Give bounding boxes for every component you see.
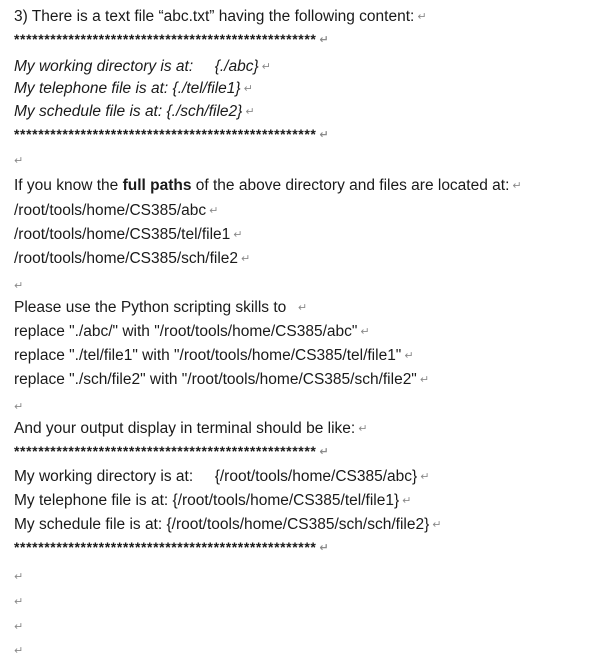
content-line: My telephone file is at: {./tel/file1} ↵: [14, 80, 253, 97]
content-line: My schedule file is at: {./sch/file2} ↵: [14, 103, 255, 120]
output-line: My schedule file is at: {/root/tools/home/CS385/sch/sch/file2} ↵: [14, 516, 442, 533]
full-paths-sentence: If you know the full paths of the above directory and files are located at: ↵: [14, 177, 522, 194]
empty-paragraph: ↵: [14, 596, 24, 608]
empty-paragraph: ↵: [14, 621, 24, 633]
output-intro: And your output display in terminal should be like: ↵: [14, 420, 368, 437]
path-line: /root/tools/home/CS385/sch/file2 ↵: [14, 250, 251, 267]
path-line: /root/tools/home/CS385/tel/file1 ↵: [14, 226, 243, 243]
star-separator: ************************************************** ↵: [14, 443, 330, 459]
star-separator: ************************************************** ↵: [14, 539, 330, 555]
star-separator: ************************************************** ↵: [14, 126, 330, 142]
empty-paragraph: ↵: [14, 280, 24, 292]
instruction-line: Please use the Python scripting skills to ↵: [14, 299, 308, 316]
output-line: My telephone file is at: {/root/tools/home/CS385/tel/file1} ↵: [14, 492, 412, 509]
question-title: 3) There is a text file “abc.txt” having the following content: ↵: [14, 8, 427, 25]
star-separator: ************************************************** ↵: [14, 31, 330, 47]
content-line: My working directory is at: {./abc} ↵: [14, 58, 271, 75]
empty-paragraph: ↵: [14, 645, 24, 657]
replace-line: replace "./abc/" with "/root/tools/home/CS385/abc" ↵: [14, 323, 370, 340]
replace-line: replace "./tel/file1" with "/root/tools/home/CS385/tel/file1" ↵: [14, 347, 414, 364]
replace-line: replace "./sch/file2" with "/root/tools/home/CS385/sch/file2" ↵: [14, 371, 430, 388]
path-line: /root/tools/home/CS385/abc ↵: [14, 202, 219, 219]
empty-paragraph: ↵: [14, 155, 24, 167]
empty-paragraph: ↵: [14, 401, 24, 413]
empty-paragraph: ↵: [14, 571, 24, 583]
output-line: My working directory is at: {/root/tools/home/CS385/abc} ↵: [14, 468, 430, 485]
